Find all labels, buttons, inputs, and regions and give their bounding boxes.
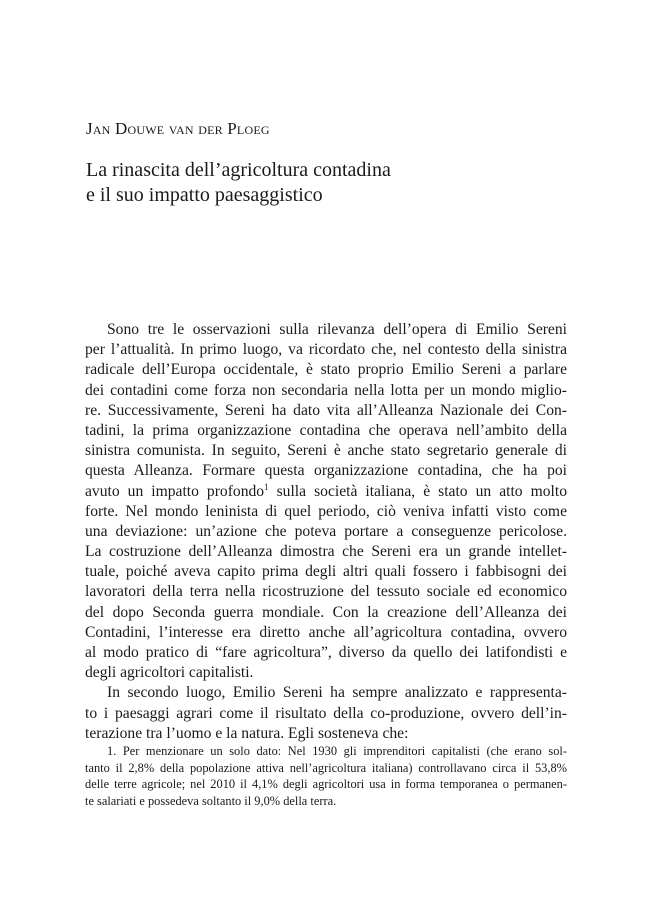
chapter-title-line: e il suo impatto paesaggistico — [86, 184, 323, 206]
footnote — [85, 743, 567, 809]
footnote-line: delle terre agricole; nel 2010 il 4,1% degli agricoltori usa in forma temporanea o permanen- — [85, 777, 567, 792]
text-line: In secondo luogo, Emilio Sereni ha sempre analizzato e rappresenta- — [107, 684, 567, 702]
text-line: tuale, poiché aveva capito prima degli altri quali fossero i fabbisogni dei — [85, 563, 567, 581]
text-line: La costruzione dell’Alleanza dimostra che Sereni era un grande intellet- — [85, 543, 567, 561]
text-line — [85, 482, 567, 502]
footnote-line: te salariati e possedeva soltanto il 9,0% della terra. — [85, 793, 337, 808]
author-name: Jan Douwe van der Ploeg — [86, 119, 270, 138]
text-line: radicale dell’Europa occidentale, è stato proprio Emilio Sereni a parlare — [85, 361, 567, 379]
footnote-line: 1. Per menzionare un solo dato: Nel 1930 gli imprenditori capitalisti (che erano sol- — [107, 744, 567, 758]
chapter-title — [86, 158, 566, 208]
text-line: lavoratori della terra nella ricostruzione del tessuto sociale ed economico — [85, 583, 567, 601]
text-line: sinistra comunista. In seguito, Sereni è anche stato segretario generale di — [85, 442, 567, 460]
text-line: dei contadini come forza non secondaria nella lotta per un mondo miglio- — [85, 381, 567, 399]
text-line: tadini, la prima organizzazione contadina che operava nell’ambito della — [85, 421, 567, 439]
text-fragment: sulla società italiana, è stato un atto molto — [268, 482, 567, 500]
text-line: to i paesaggi agrari come il risultato della co-produzione, ovvero dell’in- — [85, 704, 567, 722]
text-line: terazione tra l’uomo e la natura. Egli sosteneva che: — [85, 724, 409, 742]
text-fragment: avuto un impatto profondo — [85, 482, 265, 500]
body-text — [85, 320, 567, 744]
text-line: forte. Nel mondo leninista di quel periodo, ciò veniva infatti visto come — [85, 502, 567, 520]
text-line: Contadini, l’interesse era diretto anche all’agricoltura contadina, ovvero — [85, 623, 567, 641]
text-line: per l’attualità. In primo luogo, va ricordato che, nel contesto della sinistra — [85, 341, 567, 359]
text-line: una deviazione: un’azione che poteva portare a conseguenze pericolose. — [85, 522, 567, 540]
text-line: al modo pratico di “fare agricoltura”, diverso da quello dei latifondisti e — [85, 644, 567, 661]
text-line: re. Successivamente, Sereni ha dato vita all’Alleanza Nazionale dei Con- — [85, 401, 567, 419]
text-line: questa Alleanza. Formare questa organizzazione contadina, che ha poi — [85, 462, 567, 480]
text-line: del dopo Seconda guerra mondiale. Con la creazione dell’Alleanza dei — [85, 603, 567, 621]
footnote-line: tanto il 2,8% della popolazione attiva nell’agricoltura italiana) controllavano circa il 53,8% — [85, 760, 567, 775]
text-line: Sono tre le osservazioni sulla rilevanza dell’opera di Emilio Sereni — [107, 321, 567, 338]
footnote-reference[interactable]: 1 — [264, 481, 269, 492]
chapter-title-line: La rinascita dell’agricoltura contadina — [86, 159, 391, 181]
text-line: degli agricoltori capitalisti. — [85, 664, 254, 682]
